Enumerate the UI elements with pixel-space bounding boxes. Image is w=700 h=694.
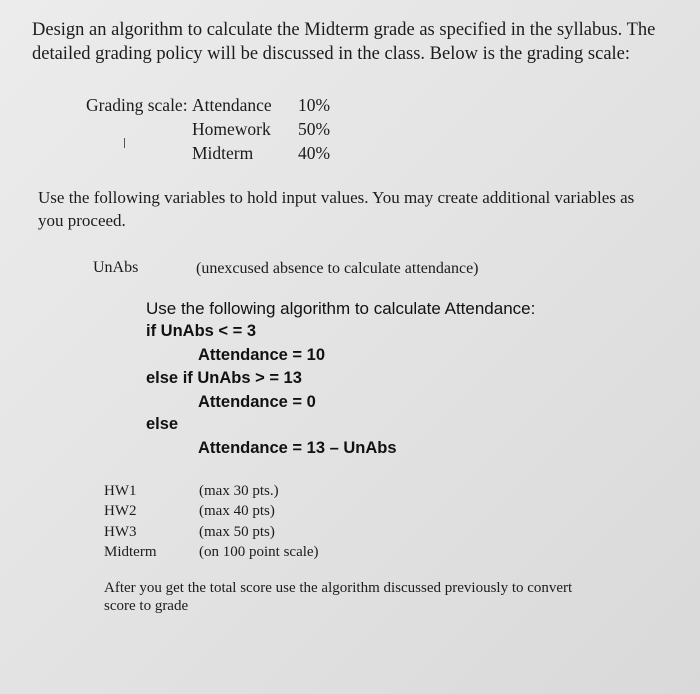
unabs-variable-name: UnAbs [93, 259, 139, 276]
variable-name: HW3 [104, 524, 137, 540]
pencil-mark [124, 138, 125, 148]
variable-name: HW2 [104, 503, 137, 519]
variables-intro-line-2: you proceed. [38, 211, 126, 230]
algorithm-if-condition: if UnAbs < = 3 [146, 322, 257, 340]
grading-scale-item-name: Homework [192, 119, 271, 139]
grading-scale-label: Grading scale: [86, 95, 188, 115]
grading-scale-item-percent: 40% [298, 143, 331, 163]
grading-scale-item-percent: 50% [298, 119, 331, 139]
grading-scale-item-percent: 10% [298, 95, 331, 115]
closing-text-line-1: After you get the total score use the algorithm discussed previously to convert [104, 580, 573, 596]
intro-text-line-1: Design an algorithm to calculate the Midterm grade as specified in the syllabus. The [32, 20, 656, 40]
algorithm-assignment-3: Attendance = 13 – UnAbs [198, 439, 397, 457]
variable-note: (max 40 pts) [199, 503, 275, 519]
variable-note: (max 30 pts.) [199, 483, 279, 499]
algorithm-assignment-2: Attendance = 0 [198, 393, 316, 411]
variables-intro-line-1: Use the following variables to hold input values. You may create additional variables as [38, 188, 635, 207]
algorithm-heading: Use the following algorithm to calculate Attendance: [146, 299, 536, 318]
variable-name: HW1 [104, 483, 137, 499]
variable-note: (on 100 point scale) [199, 544, 319, 560]
algorithm-assignment-1: Attendance = 10 [198, 346, 326, 364]
unabs-variable-description: (unexcused absence to calculate attendance) [196, 260, 479, 277]
grading-scale-item-name: Midterm [192, 143, 254, 163]
variable-note: (max 50 pts) [199, 524, 275, 540]
intro-text-line-2: detailed grading policy will be discussed in the class. Below is the grading scale: [32, 44, 631, 64]
closing-text-line-2: score to grade [104, 598, 189, 614]
algorithm-elseif-condition: else if UnAbs > = 13 [146, 369, 302, 387]
variable-name: Midterm [104, 544, 157, 560]
grading-scale-item-name: Attendance [192, 95, 272, 115]
algorithm-else: else [146, 415, 179, 433]
